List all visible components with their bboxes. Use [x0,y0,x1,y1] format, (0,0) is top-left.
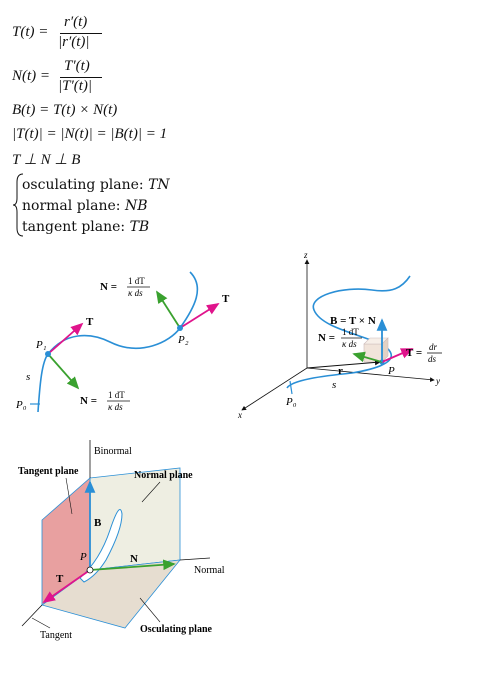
N-numerator: T′(t) [64,58,90,74]
N-lhs: N(t) = [12,68,51,84]
s-label: s [26,371,31,383]
N-denominator: |T′(t)| [58,78,93,94]
N-frac-den: κ ds [342,339,357,349]
x-axis [242,368,307,410]
T-frac-num: dr [429,342,438,352]
tangent-plane-label: Tangent plane [18,466,79,477]
point-P1 [45,351,51,357]
T-vector-P2 [180,304,218,328]
p0-tick [290,381,292,394]
T-lhs: T(t) = [12,24,49,40]
position-vector-r [307,362,380,368]
T-vector-P1 [48,324,82,354]
x-label: x [238,410,242,420]
figure-planes [10,440,250,652]
r-label: r [338,365,343,377]
plane-item-normal [22,196,170,217]
N-bottom-frac-num: 1 dT [108,390,125,400]
y-label: y [436,376,440,386]
P0-label: P₀ [16,399,27,411]
normal-label: Normal [194,565,225,576]
B-label: B [94,517,102,529]
tangent-leader [32,618,50,628]
T-formula [12,14,132,54]
N-top-frac-num: 1 dT [128,276,145,286]
tangent-label: Tangent [40,630,73,641]
norm-formula: |T(t)| = |N(t)| = |B(t)| = 1 [12,126,168,142]
s-label: s [332,379,337,391]
N-bottom-frac-den: κ ds [108,402,123,412]
N-vector-P2 [157,292,180,328]
N-label-top: N = [100,281,117,293]
N-equation: N = [318,332,335,344]
P1-label: P₁ [36,339,47,351]
point-P2 [177,325,183,331]
N-top-frac-den: κ ds [128,288,143,298]
T-equation: T = [406,347,423,359]
plane-item-tangent [22,217,170,238]
tangent-line [22,605,42,626]
P-label: P [80,551,87,563]
N-label-bottom: N = [80,395,97,407]
osculating-plane-leader [140,598,160,622]
plane-pair: NB [124,198,148,214]
point-P [87,567,93,573]
plane-item-osculating [22,175,170,196]
planes-list [22,175,170,238]
normal-plane-label: Normal plane [134,470,193,481]
T-label-P2: T [222,293,230,305]
binormal-label: Binormal [94,446,132,457]
T-label: T [56,573,64,585]
T-label-P1: T [86,316,94,328]
T-denominator: |r′(t)| [58,34,90,50]
P-label: P [388,365,395,377]
plane-name: tangent plane: [22,219,126,235]
N-frac-num: 1 dT [342,327,359,337]
figure-3d-frame [232,248,452,423]
T-frac-den: ds [428,354,437,364]
N-formula [12,58,132,98]
plane-name: normal plane: [22,198,121,214]
z-label: z [304,250,308,260]
T-numerator: r′(t) [64,14,88,30]
N-label: N [130,553,138,565]
osculating-plane-label: Osculating plane [140,624,212,635]
P0-label: P₀ [286,396,297,408]
B-formula: B(t) = T(t) × N(t) [12,102,118,118]
figure-curve-frames [10,262,260,432]
normal-line [180,558,210,560]
plane-name: osculating plane: [22,177,144,193]
B-equation: B = T × N [330,315,376,327]
plane-pair: TB [129,219,150,235]
perp-formula: T ⊥ N ⊥ B [12,152,81,168]
plane-pair: TN [148,177,170,193]
P2-label: P₂ [178,334,189,346]
N-vector-P1 [48,354,78,388]
